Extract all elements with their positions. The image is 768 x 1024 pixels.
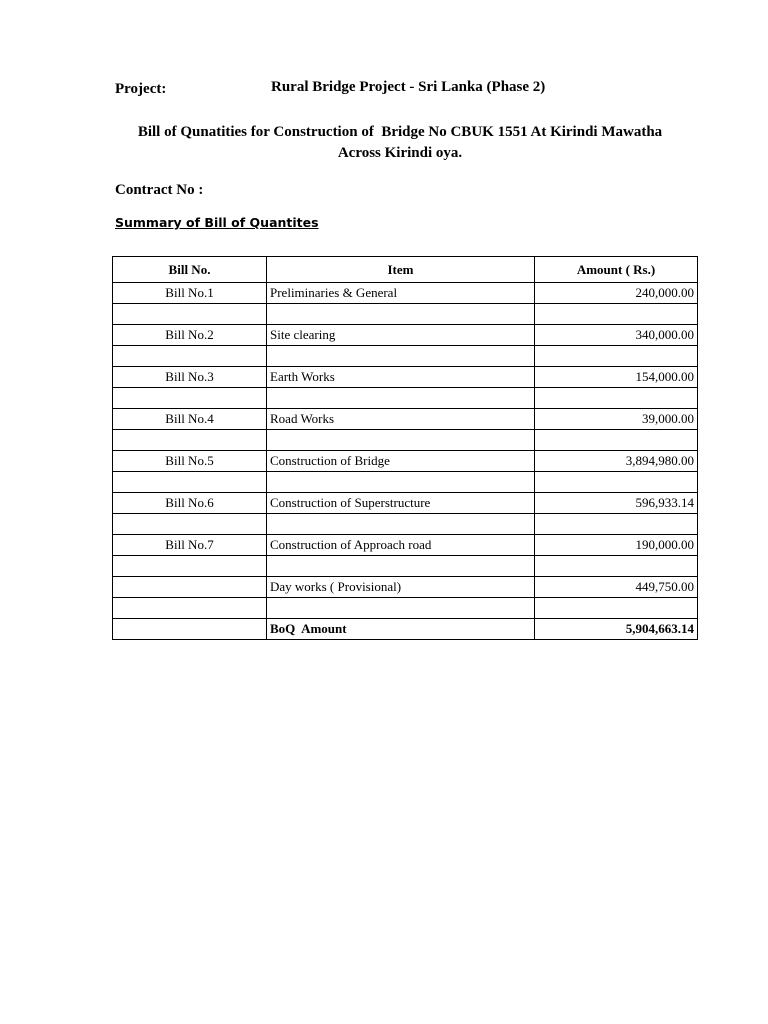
bill-no-cell: Bill No.1 (113, 283, 267, 304)
empty-cell (535, 556, 698, 577)
empty-cell (267, 514, 535, 535)
spacer-row (113, 388, 698, 409)
total-row (113, 619, 698, 640)
empty-cell (267, 388, 535, 409)
empty-cell (113, 388, 267, 409)
table-row (113, 493, 698, 514)
summary-heading: Summary of Bill of Quantites (115, 215, 319, 230)
bill-no-cell: Bill No.5 (113, 451, 267, 472)
header-item: Item (267, 257, 535, 283)
empty-cell (535, 388, 698, 409)
amount-cell: 449,750.00 (535, 577, 698, 598)
table-header-row (113, 257, 698, 283)
table-row (113, 325, 698, 346)
empty-cell (113, 619, 267, 640)
item-cell: Road Works (267, 409, 535, 430)
amount-cell: 190,000.00 (535, 535, 698, 556)
amount-cell: 154,000.00 (535, 367, 698, 388)
table-row (113, 367, 698, 388)
bill-no-cell (113, 577, 267, 598)
item-cell: Site clearing (267, 325, 535, 346)
empty-cell (535, 346, 698, 367)
table-row (113, 283, 698, 304)
spacer-row (113, 598, 698, 619)
table-row (113, 535, 698, 556)
empty-cell (267, 346, 535, 367)
bill-no-cell: Bill No.6 (113, 493, 267, 514)
empty-cell (267, 304, 535, 325)
spacer-row (113, 514, 698, 535)
title-line-2: Across Kirindi oya. (337, 145, 463, 161)
total-label: BoQ Amount (267, 619, 535, 640)
empty-cell (113, 304, 267, 325)
spacer-row (113, 472, 698, 493)
item-cell: Construction of Approach road (267, 535, 535, 556)
bill-no-cell: Bill No.2 (113, 325, 267, 346)
bill-no-cell: Bill No.3 (113, 367, 267, 388)
spacer-row (113, 430, 698, 451)
empty-cell (113, 472, 267, 493)
amount-cell: 39,000.00 (535, 409, 698, 430)
empty-cell (113, 430, 267, 451)
item-cell: Construction of Superstructure (267, 493, 535, 514)
empty-cell (535, 598, 698, 619)
project-name: Rural Bridge Project - Sri Lanka (Phase 2) (271, 79, 546, 95)
spacer-row (113, 304, 698, 325)
empty-cell (113, 598, 267, 619)
item-cell: Construction of Bridge (267, 451, 535, 472)
empty-cell (267, 472, 535, 493)
amount-cell: 240,000.00 (535, 283, 698, 304)
empty-cell (113, 514, 267, 535)
table-row (113, 451, 698, 472)
bill-no-cell: Bill No.4 (113, 409, 267, 430)
total-amount: 5,904,663.14 (535, 619, 698, 640)
item-cell: Earth Works (267, 367, 535, 388)
header-amount: Amount ( Rs.) (535, 257, 698, 283)
item-cell: Preliminaries & General (267, 283, 535, 304)
document-title (100, 122, 700, 164)
empty-cell (535, 514, 698, 535)
summary-table (112, 256, 698, 640)
empty-cell (113, 556, 267, 577)
spacer-row (113, 556, 698, 577)
project-label: Project: (115, 81, 167, 97)
empty-cell (535, 304, 698, 325)
amount-cell: 340,000.00 (535, 325, 698, 346)
table-row (113, 577, 698, 598)
empty-cell (267, 430, 535, 451)
empty-cell (535, 472, 698, 493)
empty-cell (535, 430, 698, 451)
empty-cell (267, 556, 535, 577)
amount-cell: 596,933.14 (535, 493, 698, 514)
amount-cell: 3,894,980.00 (535, 451, 698, 472)
empty-cell (267, 598, 535, 619)
table-row (113, 409, 698, 430)
empty-cell (113, 346, 267, 367)
bill-no-cell: Bill No.7 (113, 535, 267, 556)
item-cell: Day works ( Provisional) (267, 577, 535, 598)
title-line-1: Bill of Qunatities for Construction of Bridge No CBUK 1551 At Kirindi Mawatha (137, 124, 663, 140)
spacer-row (113, 346, 698, 367)
header-bill-no: Bill No. (113, 257, 267, 283)
contract-number-label: Contract No : (115, 182, 204, 198)
